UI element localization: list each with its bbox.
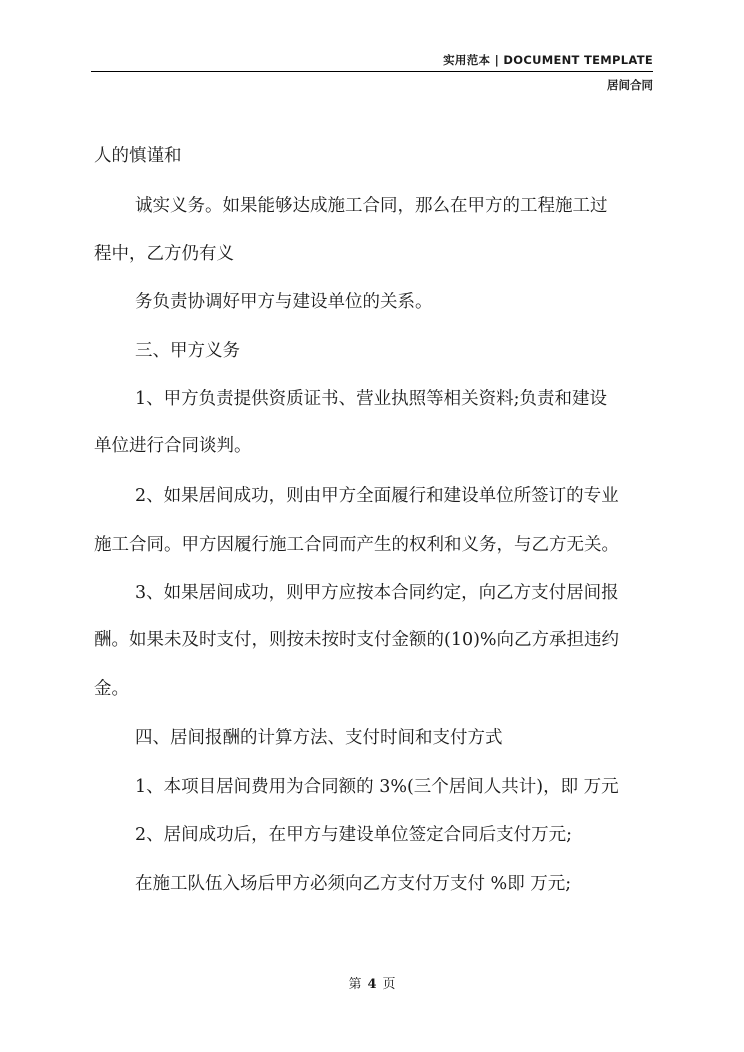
section-heading: 四、居间报酬的计算方法、支付时间和支付方式	[135, 728, 503, 748]
body-line: 在施工队伍入场后甲方必须向乙方支付万支付 %即 万元;	[135, 874, 572, 894]
body-line: 人的慎谨和	[94, 146, 182, 166]
body-line: 3、如果居间成功，则甲方应按本合同约定，向乙方支付居间报	[135, 583, 619, 603]
body-line: 金。	[94, 679, 129, 699]
body-line: 1、本项目居间费用为合同额的 3%(三个居间人共计)，即 万元	[135, 777, 619, 797]
body-line: 2、居间成功后，在甲方与建设单位签定合同后支付万元;	[135, 825, 573, 845]
page-label-prefix: 第	[348, 977, 362, 992]
header-title: 实用范本 | DOCUMENT TEMPLATE	[443, 53, 653, 67]
header-divider	[91, 71, 653, 72]
body-line: 施工合同。甲方因履行施工合同而产生的权利和义务，与乙方无关。	[94, 535, 619, 555]
page-footer	[0, 973, 744, 992]
body-line: 务负责协调好甲方与建设单位的关系。	[135, 292, 433, 312]
body-line: 诚实义务。如果能够达成施工合同，那么在甲方的工程施工过	[135, 196, 608, 216]
body-line: 程中，乙方仍有义	[94, 244, 234, 264]
page-label-suffix: 页	[382, 977, 396, 992]
page-number: 4	[367, 977, 377, 992]
section-heading: 三、甲方义务	[135, 341, 240, 361]
header-subtitle: 居间合同	[607, 78, 653, 92]
body-line: 1、甲方负责提供资质证书、营业执照等相关资料;负责和建设	[135, 389, 608, 409]
body-line: 2、如果居间成功，则由甲方全面履行和建设单位所签订的专业	[135, 486, 619, 506]
body-line: 酬。如果未及时支付，则按未按时支付金额的(10)%向乙方承担违约	[94, 630, 620, 650]
body-line: 单位进行合同谈判。	[94, 436, 252, 456]
